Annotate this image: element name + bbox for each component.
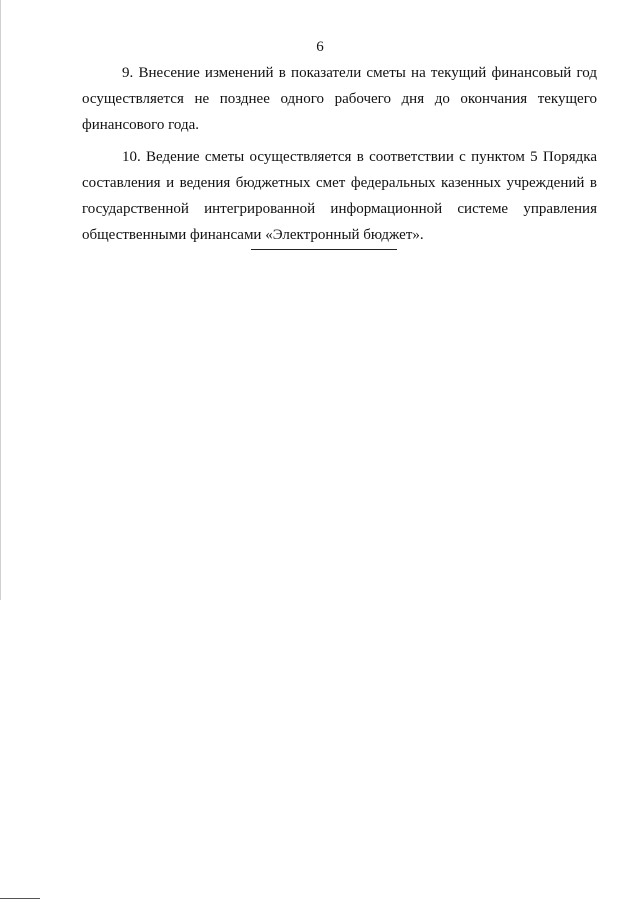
- paragraph-9-line-2: осуществляется не позднее одного рабочего дня до окончания текущего: [82, 91, 597, 107]
- paragraph-10: [82, 144, 597, 248]
- page-number: 6: [316, 39, 324, 55]
- paragraph-10-line-2: составления и ведения бюджетных смет федеральных казенных учреждений в: [82, 175, 597, 191]
- page-left-edge: [0, 0, 1, 600]
- paragraph-10-line-3: государственной интегрированной информационной системе управления: [82, 201, 597, 217]
- paragraph-10-line-4: общественными финансами «Электронный бюджет».: [82, 227, 424, 243]
- document-body: [82, 60, 597, 254]
- paragraph-9-line-1: 9. Внесение изменений в показатели сметы на текущий финансовый год: [122, 65, 597, 81]
- paragraph-9: [82, 60, 597, 138]
- page-bottom-mark: [0, 898, 40, 899]
- end-of-document-rule: [251, 249, 397, 250]
- paragraph-9-line-3: финансового года.: [82, 117, 200, 133]
- paragraph-10-line-1: 10. Ведение сметы осуществляется в соответствии с пунктом 5 Порядка: [122, 149, 597, 165]
